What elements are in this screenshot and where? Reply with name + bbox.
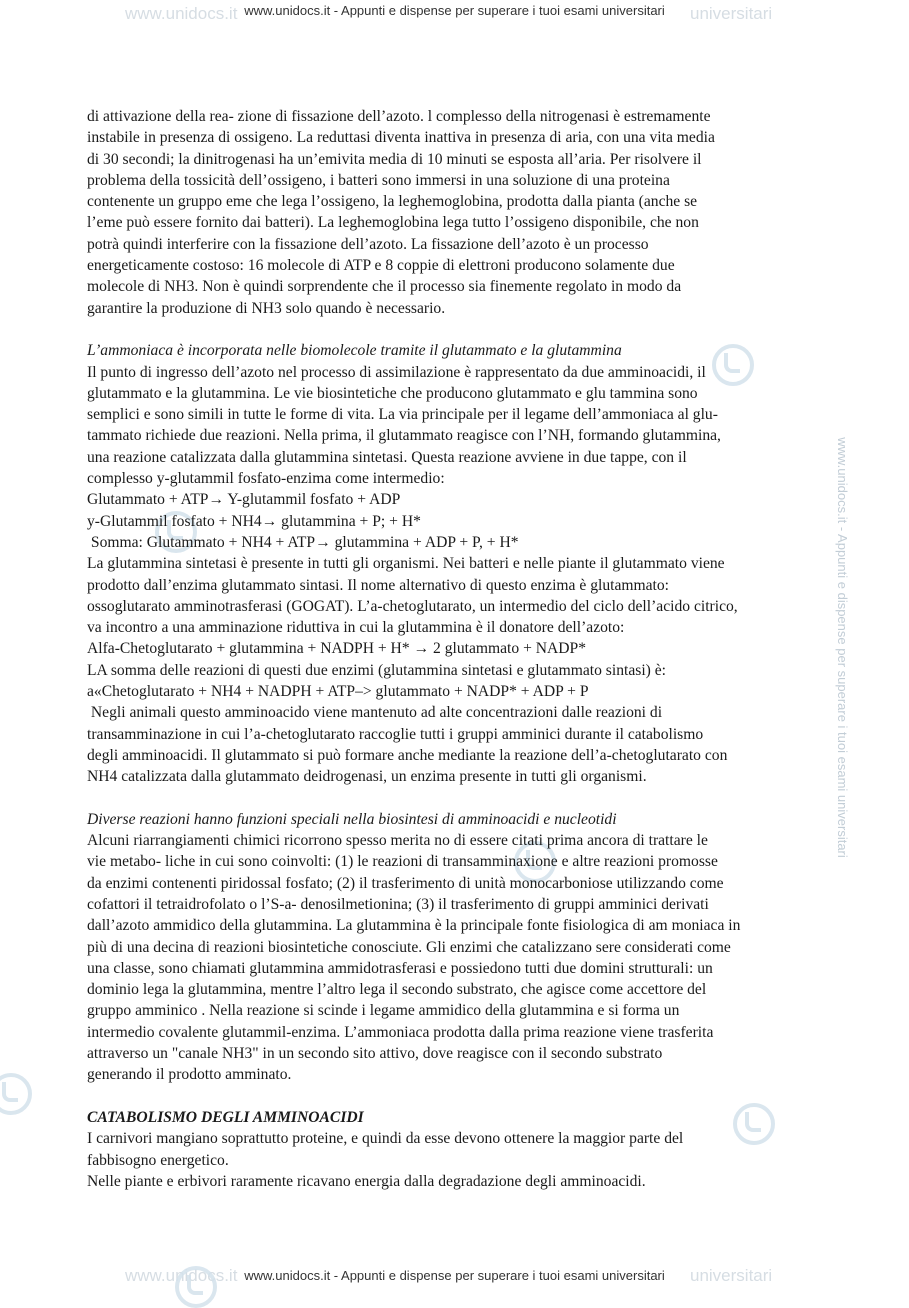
text-line: di 30 secondi; la dinitrogenasi ha un’emivita media di 10 minuti se esposta all’aria. Per risolvere il (87, 150, 702, 168)
text-line: transamminazione in cui l’a-chetoglutarato raccoglie tutti i gruppi amminici durante il catabolismo (87, 725, 704, 743)
text-line: LA somma delle reazioni di questi due enzimi (glutammina sintetasi e glutammato sintasi) è: (87, 661, 666, 679)
text-line: tammato richiede due reazioni. Nella prima, il glutammato reagisce con l’NH, formando glutammina, (87, 427, 721, 445)
text-line: va incontro a una amminazione riduttiva in cui la glutammina è il donatore dell’azoto: (87, 619, 625, 637)
text-line: Alcuni riarrangiamenti chimici ricorrono spesso merita no di essere citati prima ancora di trattare le (87, 832, 708, 850)
text-line: dall’azoto ammidico della glutammina. La glutammina è la principale fonte fisiologica di am moniaca in (87, 917, 741, 935)
paragraph-gap (87, 1086, 825, 1107)
text-line: I carnivori mangiano soprattutto proteine, e quindi da esse devono ottenere la maggior parte del (87, 1130, 684, 1148)
paragraph-gap (87, 788, 825, 809)
equation-line: a«Chetoglutarato + NH4 + NADPH + ATP–> glutammato + NADP* + ADP + P (87, 683, 589, 701)
text-line: l’eme può essere fornito dai batteri). La leghemoglobina lega tutto l’ossigeno disponibile, che non (87, 214, 699, 232)
text-line: complesso y-glutammil fosfato-enzima come intermedio: (87, 470, 445, 488)
header-watermark: www.unidocs.it - Appunti e dispense per superare i tuoi esami universitari (244, 3, 665, 18)
ghost-watermark-top: www.unidocs.it (125, 4, 238, 23)
text-line: energeticamente costoso: 16 molecole di ATP e 8 coppie di elettroni producono solamente due (87, 257, 675, 275)
text-line: attraverso un "canale NH3" in un secondo sito attivo, dove reagisce con il secondo substrato (87, 1045, 663, 1063)
text-line: contenente un gruppo eme che lega l’ossigeno, la leghemoglobina, prodotta dalla pianta (anche se (87, 193, 698, 211)
text-line: molecole di NH3. Non è quindi sorprendente che il processo sia finemente regolato in modo da (87, 278, 682, 296)
text-line: La glutammina sintetasi è presente in tutti gli organismi. Nei batteri e nelle piante il glutammato viene (87, 555, 725, 573)
text-line: glutammato e la glutammina. Le vie biosintetiche che producono glutammato e glu tammina sono (87, 384, 698, 402)
section-heading: L’ammoniaca è incorporata nelle biomolecole tramite il glutammato e la glutammina (87, 342, 622, 360)
document-body (87, 106, 825, 1192)
text-line: da enzimi contenenti piridossal fosfato; (2) il trasferimento di unità monocarboniose utilizzando come (87, 874, 724, 892)
paragraph-gap (87, 319, 825, 340)
text-line: più di una decina di reazioni biosintetiche conosciute. Gli enzimi che catalizzano sere considerati come (87, 938, 731, 956)
equation-line: Somma: Glutammato + NH4 + ATP→ glutammina + ADP + P, + H* (87, 533, 519, 551)
unidocs-logo-watermark-icon (0, 1073, 32, 1115)
text-line: problema della tossicità dell’ossigeno, i batteri sono immersi in una soluzione di una proteina (87, 171, 670, 189)
text-line: semplici e sono simili in tutte le forme di vita. La via principale per il legame dell’ammoniaca al glu- (87, 406, 718, 424)
text-line: degli amminoacidi. Il glutammato si può formare anche mediante la reazione dell’a-chetoglutarato con (87, 746, 728, 764)
text-line: gruppo amminico . Nella reazione si scinde i legame ammidico della glutammina e si forma un (87, 1002, 680, 1020)
text-line: garantire la produzione di NH3 solo quando è necessario. (87, 299, 446, 317)
footer-watermark: www.unidocs.it - Appunti e dispense per superare i tuoi esami universitari (244, 1268, 665, 1283)
equation-line: y-Glutammil fosfato + NH4→ glutammina + P; + H* (87, 512, 421, 530)
text-line: potrà quindi interferire con la fissazione dell’azoto. La fissazione dell’azoto è un processo (87, 235, 649, 253)
text-line: Il punto di ingresso dell’azoto nel processo di assimilazione è rappresentato da due amminoacidi, il (87, 363, 706, 381)
text-line: generando il prodotto amminato. (87, 1066, 292, 1084)
text-line: dominio lega la glutammina, mentre l’altro lega il secondo substrato, che agisce come accettore del (87, 981, 707, 999)
text-line: prodotto dall’enzima glutammato sintasi. Il nome alternativo di questo enzima è glutammato: (87, 576, 670, 594)
text-line: di attivazione della rea- zione di fissazione dell’azoto. l complesso della nitrogenasi è estremamente (87, 108, 711, 125)
text-line: una classe, sono chiamati glutammina ammidotrasferasi e possiedono tutti due domini strutturali: un (87, 959, 713, 977)
text-line: NH4 catalizzata dalla glutammato deidrogenasi, un enzima presente in tutti gli organismi. (87, 768, 647, 786)
text-line: Negli animali questo amminoacido viene mantenuto ad alte concentrazioni dalle reazioni di (87, 704, 663, 722)
text-line: cofattori il tetraidrofolato o l’S-a- denosilmetionina; (3) il trasferimento di gruppi amminici derivati (87, 895, 709, 913)
text-line: vie metabo- liche in cui sono coinvolti: (1) le reazioni di transamminaxione e altre reazioni promosse (87, 853, 718, 871)
text-line: Nelle piante e erbivori raramente ricavano energia dalla degradazione degli amminoacidi. (87, 1172, 646, 1190)
equation-line: Glutammato + ATP→ Y-glutammil fosfato + ADP (87, 491, 401, 509)
ghost-watermark-bottom-right: universitari (690, 1266, 773, 1285)
ghost-watermark-top-right: universitari (690, 4, 773, 23)
text-line: ossoglutarato amminotrasferasi (GOGAT). L’a-chetoglutarato, un intermedio del ciclo dell’acido citrico, (87, 597, 738, 615)
chapter-heading: CATABOLISMO DEGLI AMMINOACIDI (87, 1108, 364, 1126)
section-heading: Diverse reazioni hanno funzioni speciali nella biosintesi di amminoacidi e nucleotidi (87, 810, 617, 828)
ghost-watermark-bottom: www.unidocs.it (125, 1266, 238, 1285)
equation-line: Alfa-Chetoglutarato + glutammina + NADPH + H* → 2 glutammato + NADP* (87, 640, 587, 658)
text-line: una reazione catalizzata dalla glutammina sintetasi. Questa reazione avviene in due tappe, con il (87, 448, 687, 466)
text-line: intermedio covalente glutammil-enzima. L’ammoniaca prodotta dalla prima reazione viene trasferita (87, 1023, 714, 1041)
text-line: fabbisogno energetico. (87, 1151, 229, 1169)
text-line: instabile in presenza di ossigeno. La reduttasi diventa inattiva in presenza di aria, con una vita media (87, 129, 715, 147)
side-watermark-right: www.unidocs.it - Appunti e dispense per superare i tuoi esami universitari (834, 437, 850, 858)
